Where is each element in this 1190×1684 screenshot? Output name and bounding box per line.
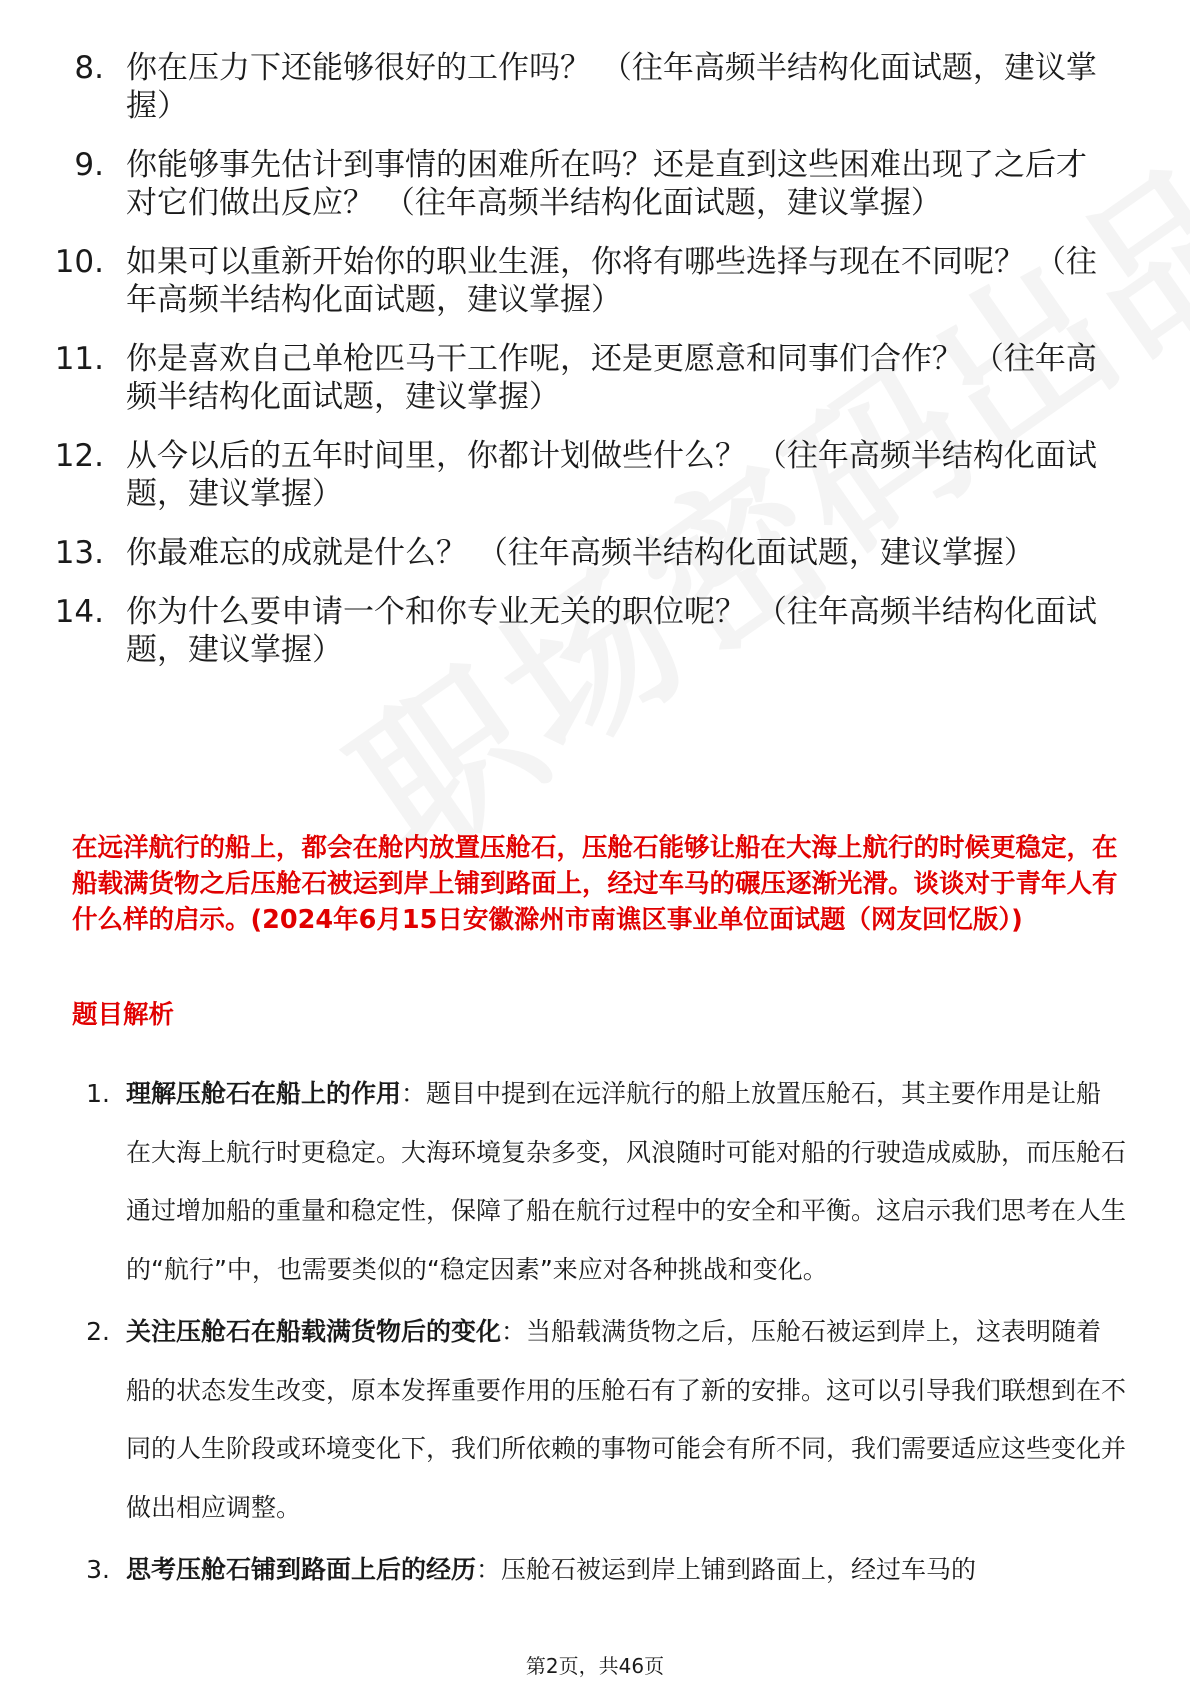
analysis-text: ：压舱石被运到岸上铺到路面上，经过车马的 <box>476 1555 977 1584</box>
section-title: 题目解析 <box>72 1000 175 1030</box>
analysis-heading: 关注压舱石在船载满货物后的变化 <box>126 1317 502 1346</box>
analysis-number: 2. <box>86 1317 110 1346</box>
question-item <box>0 534 1190 572</box>
question-text: 你能够事先估计到事情的困难所在吗？还是直到这些困难出现了之后才对它们做出反应？ （往年高频半结构化面试题，建议掌握） <box>126 147 1087 221</box>
question-number: 9. <box>74 147 104 183</box>
question-item <box>0 49 1190 125</box>
question-text: 如果可以重新开始你的职业生涯，你将有哪些选择与现在不同呢？ （往年高频半结构化面试题，建议掌握） <box>126 244 1097 318</box>
analysis-list <box>0 1065 1190 1604</box>
question-number: 8. <box>74 50 104 86</box>
analysis-body <box>126 1541 1126 1600</box>
analysis-text: ：当船载满货物之后，压舱石被运到岸上，这表明随着船的状态发生改变，原本发挥重要作用的压舱石有了新的安排。这可以引导我们联想到在不同的人生阶段或环境变化下，我们所依赖的事物可能会有所不同，我们需要适应这些变化并做出相应调整。 <box>126 1317 1127 1522</box>
analysis-number: 1. <box>86 1079 110 1108</box>
analysis-item <box>0 1303 1190 1537</box>
analysis-item <box>0 1065 1190 1299</box>
question-number: 13. <box>54 535 104 571</box>
question-item <box>0 146 1190 222</box>
analysis-number: 3. <box>86 1555 110 1584</box>
question-text: 你最难忘的成就是什么？ （往年高频半结构化面试题，建议掌握） <box>126 535 1035 571</box>
analysis-item <box>0 1541 1190 1600</box>
question-number: 14. <box>54 594 104 630</box>
analysis-body <box>126 1303 1126 1537</box>
page-footer: 第2页，共46页 <box>525 1654 665 1678</box>
analysis-heading: 思考压舱石铺到路面上后的经历 <box>126 1555 477 1584</box>
question-text: 你为什么要申请一个和你专业无关的职位呢？ （往年高频半结构化面试题，建议掌握） <box>126 594 1097 668</box>
question-text: 从今以后的五年时间里，你都计划做些什么？ （往年高频半结构化面试题，建议掌握） <box>126 438 1097 512</box>
question-item <box>0 243 1190 319</box>
question-item <box>0 593 1190 669</box>
question-item <box>0 340 1190 416</box>
analysis-heading: 理解压舱石在船上的作用 <box>126 1079 402 1108</box>
question-item <box>0 437 1190 513</box>
analysis-text: ：题目中提到在远洋航行的船上放置压舱石，其主要作用是让船在大海上航行时更稳定。大海环境复杂多变，风浪随时可能对船的行驶造成威胁，而压舱石通过增加船的重量和稳定性，保障了船在航行过程中的安全和平衡。这启示我们思考在人生的“航行”中，也需要类似的“稳定因素”来应对各种挑战和变化。 <box>126 1079 1127 1284</box>
highlighted-question: 在远洋航行的船上，都会在舱内放置压舱石，压舱石能够让船在大海上航行的时候更稳定，在船载满货物之后压舱石被运到岸上铺到路面上，经过车马的碾压逐渐光滑。谈谈对于青年人有什么样的启示。(2024年6月15日安徽滁州市南谯区事业单位面试题（网友回忆版）) <box>72 833 1118 935</box>
question-number: 10. <box>54 244 104 280</box>
question-list <box>0 49 1190 690</box>
question-number: 12. <box>54 438 104 474</box>
question-number: 11. <box>54 341 104 377</box>
question-text: 你在压力下还能够很好的工作吗？ （往年高频半结构化面试题，建议掌握） <box>126 50 1097 124</box>
question-text: 你是喜欢自己单枪匹马干工作呢，还是更愿意和同事们合作？ （往年高频半结构化面试题，建议掌握） <box>126 341 1097 415</box>
analysis-body <box>126 1065 1126 1299</box>
